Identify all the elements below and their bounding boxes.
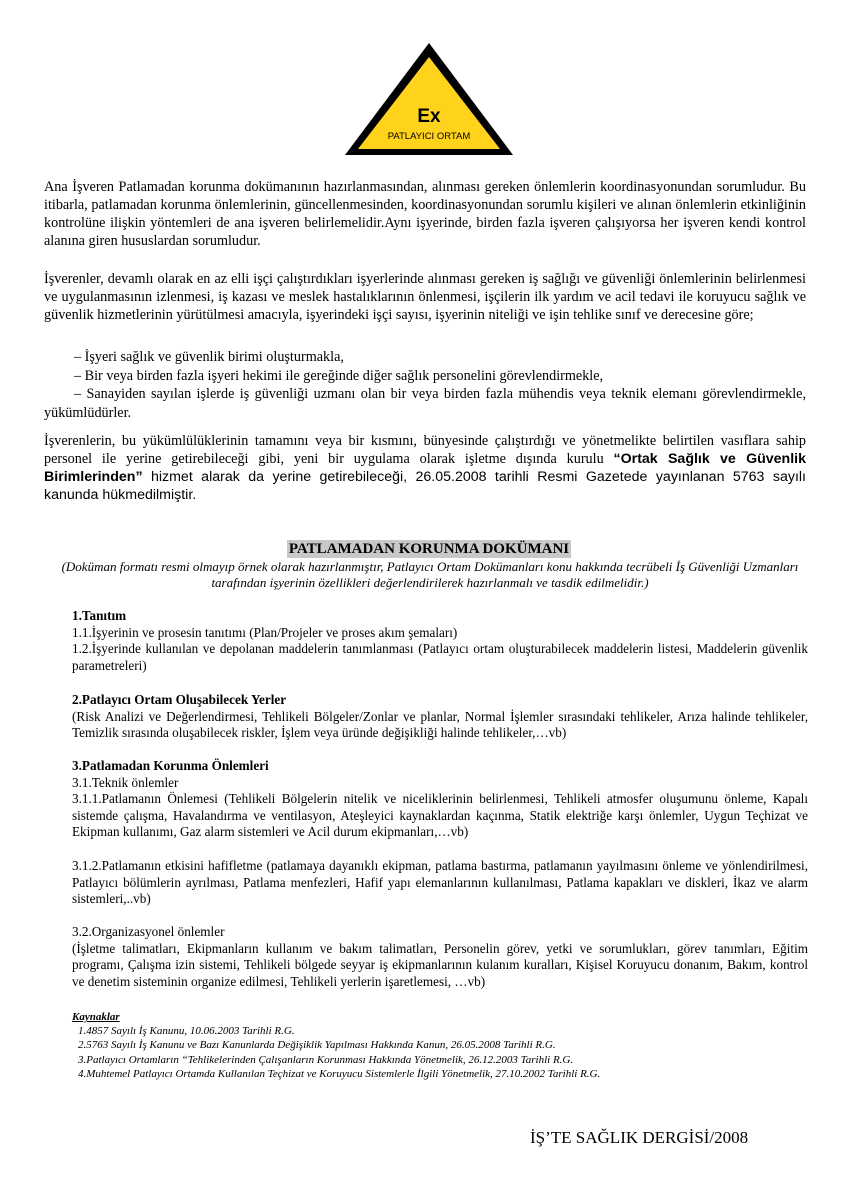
reference-item: 1.4857 Sayılı İş Kanunu, 10.06.2003 Tarihli R.G. bbox=[78, 1025, 295, 1038]
section-line: (İşletme talimatları, Ekipmanların kullanım ve bakım talimatları, Personelin görev, yetki ve sorumlukları, görev tanımları, Eğitim programı, Çalışma izin sistemi, Tehlikeli bölgede seyyar iş ekipmanlarının kulanım kuralları, Kişisel Koruyucu donanım, Bakım, kontrol ve denetim sisteminin organize edilmesi, Tehlikeli yerlerin işaretlemesi, …vb) bbox=[72, 940, 808, 989]
ex-symbol: Ex bbox=[417, 106, 441, 127]
section-line: (Risk Analizi ve Değerlendirmesi, Tehlikeli Bölgeler/Zonlar ve planlar, Normal İşlemler sırasındaki tehlikeler, Arıza halinde tehlikeler, Temizlik sırasında oluşabilecek riskler, İşlem veya üründe değişikliği halinde tehlikeler,…vb) bbox=[72, 708, 808, 741]
section-3-1-2 bbox=[72, 858, 808, 908]
intro-paragraph-3 bbox=[44, 432, 806, 504]
p3-bold-text: “Ortak Sağlık ve Güvenlik Birimlerinden” bbox=[44, 451, 806, 485]
section-line: 3.1.Teknik önlemler bbox=[72, 774, 179, 790]
magazine-footer: İŞ’TE SAĞLIK DERGİSİ/2008 bbox=[530, 1128, 749, 1147]
section-line: 1.1.İşyerinin ve prosesin tanıtımı (Plan/Projeler ve proses akım şemaları) bbox=[72, 624, 458, 640]
section-2 bbox=[72, 692, 808, 742]
section-3-2 bbox=[72, 924, 808, 990]
reference-item: 2.5763 Sayılı İş Kanunu ve Bazı Kanunlarda Değişiklik Yapılması Hakkında Kanun, 26.05.2008 Tarihli R.G. bbox=[78, 1039, 556, 1052]
section-line: 3.1.1.Patlamanın Önlemesi (Tehlikeli Bölgelerin nitelik ve niceliklerinin belirlenmesi, Tehlikeli atmosfer oluşumunu önleme, Kapalı sistemde çalışma, Havalandırma ve ventilasyon, Ateşleyici kaynaklardan kaçınma, Statik elektriğe karşı önlemler, Uygun Teçhizat ve Ekipman kullanımı, Gaz alarm sistemleri ve Acil durum ekipmanları,…vb) bbox=[72, 791, 808, 840]
section-line: 3.2.Organizasyonel önlemler bbox=[72, 924, 225, 939]
intro-paragraph-2: İşverenler, devamlı olarak en az elli işçi çalıştırdıkları işyerlerinde alınması gereken iş sağlığı ve güvenliği önlemlerinin belirlenmesi ve uygulanmasının izlenmesi, iş kazası ve meslek hastalıklarının önlenmesi, işçilerin ilk yardım ve acil tedavi ile koruyucu sağlık ve güvenlik hizmetlerinin yürütülmesi amacıyla, işyerindeki işçi sayısı, işyerinin niteliği ve işin tehlike sınıf ve derecesine göre; bbox=[44, 271, 806, 323]
p3-text-b: hizmet alarak da yerine getirebileceği, 26.05.2008 tarihli Resmi Gazetede yayınlanan 5763 sayılı kanunda hükmedilmiştir. bbox=[44, 469, 806, 503]
explosive-atmosphere-warning-icon bbox=[342, 40, 516, 158]
list-item: – Bir veya birden fazla işyeri hekimi ile gereğinde diğer sağlık personelini görevlendirmekle, bbox=[74, 367, 604, 384]
references-heading: Kaynaklar bbox=[72, 1011, 120, 1023]
reference-item: 4.Muhtemel Patlayıcı Ortamda Kullanılan Teçhizat ve Koruyucu Sistemlerle İlgili Yönetmelik, 27.10.2002 Tarihli R.G. bbox=[78, 1067, 601, 1080]
section-heading: 3.Patlamadan Korunma Önlemleri bbox=[72, 758, 269, 773]
section-line: 3.1.2.Patlamanın etkisini hafifletme (patlamaya dayanıklı ekipman, patlama bastırma, patlamanın yayılmasını önleme ve yönlendirilmesi, Patlayıcı bölümlerin ayrılması, Patlama menfezleri, Hafif yapı elemanlarının kullanılması, Patlama kapakları ve diskleri, İkaz ve alarm sistemleri,..vb) bbox=[72, 858, 808, 907]
document-title bbox=[0, 540, 858, 558]
document-title-text: PATLAMADAN KORUNMA DOKÜMANI bbox=[288, 541, 570, 557]
section-heading: 2.Patlayıcı Ortam Oluşabilecek Yerler bbox=[72, 692, 287, 707]
section-heading: 1.Tanıtım bbox=[72, 608, 127, 623]
p3-text-a: İşverenlerin, bu yükümlülüklerinin tamamını veya bir kısmını, bünyesinde çalıştırdığı ve yönetmelikte belirtilen vasıflara sahip personel ile yerine getirebileceği gibi, yeni bir uygulama olarak işletme dışında kurulu bbox=[44, 433, 806, 467]
section-3 bbox=[72, 758, 808, 841]
section-line: 1.2.İşyerinde kullanılan ve depolanan maddelerin tanımlanması (Patlayıcı ortam oluşturabilecek maddelerin listesi, Maddelerin güvenlik parametreleri) bbox=[72, 641, 808, 673]
reference-item: 3.Patlayıcı Ortamların “Tehlikelerinden Çalışanların Korunması Hakkında Yönetmelik, 26.12.2003 Tarihli R.G. bbox=[78, 1053, 574, 1066]
logo-caption: PATLAYICI ORTAM bbox=[387, 131, 471, 142]
list-item: – İşyeri sağlık ve güvenlik birimi oluşturmakla, bbox=[74, 349, 344, 365]
references bbox=[72, 1010, 772, 1081]
list-item: – Sanayiden sayılan işlerde iş güvenliği uzmanı olan bir veya birden fazla mühendis veya teknik elemanı görevlendirmekle, yükümlüdürler. bbox=[44, 386, 806, 421]
obligations-list bbox=[44, 348, 806, 422]
section-1 bbox=[72, 608, 808, 674]
document-subtitle: (Doküman formatı resmi olmayıp örnek olarak hazırlanmıştır, Patlayıcı Ortam Dokümanları konu hakkında tecrübeli İş Güvenliği Uzmanları tarafından işyerinin özellikleri değerlendirilerek hazırlanmalı ve tasdik edilmelidir.) bbox=[61, 559, 799, 590]
intro-paragraph-1: Ana İşveren Patlamadan korunma dokümanının hazırlanmasından, alınması gereken önlemlerin koordinasyonundan sorumludur. Bu itibarla, patlamadan korunma önlemlerinin, güncellenmesinden, koordinasyonundan sorumlu kişileri ve alınan önlemlerin etkinliğinin kontrolüne ilişkin yöntemleri de ana işveren belirlemelidir.Aynı işyerinde, birden fazla işveren çalışıyorsa her işveren kendi kontrol alanına giren hususlardan sorumludur. bbox=[44, 179, 806, 249]
